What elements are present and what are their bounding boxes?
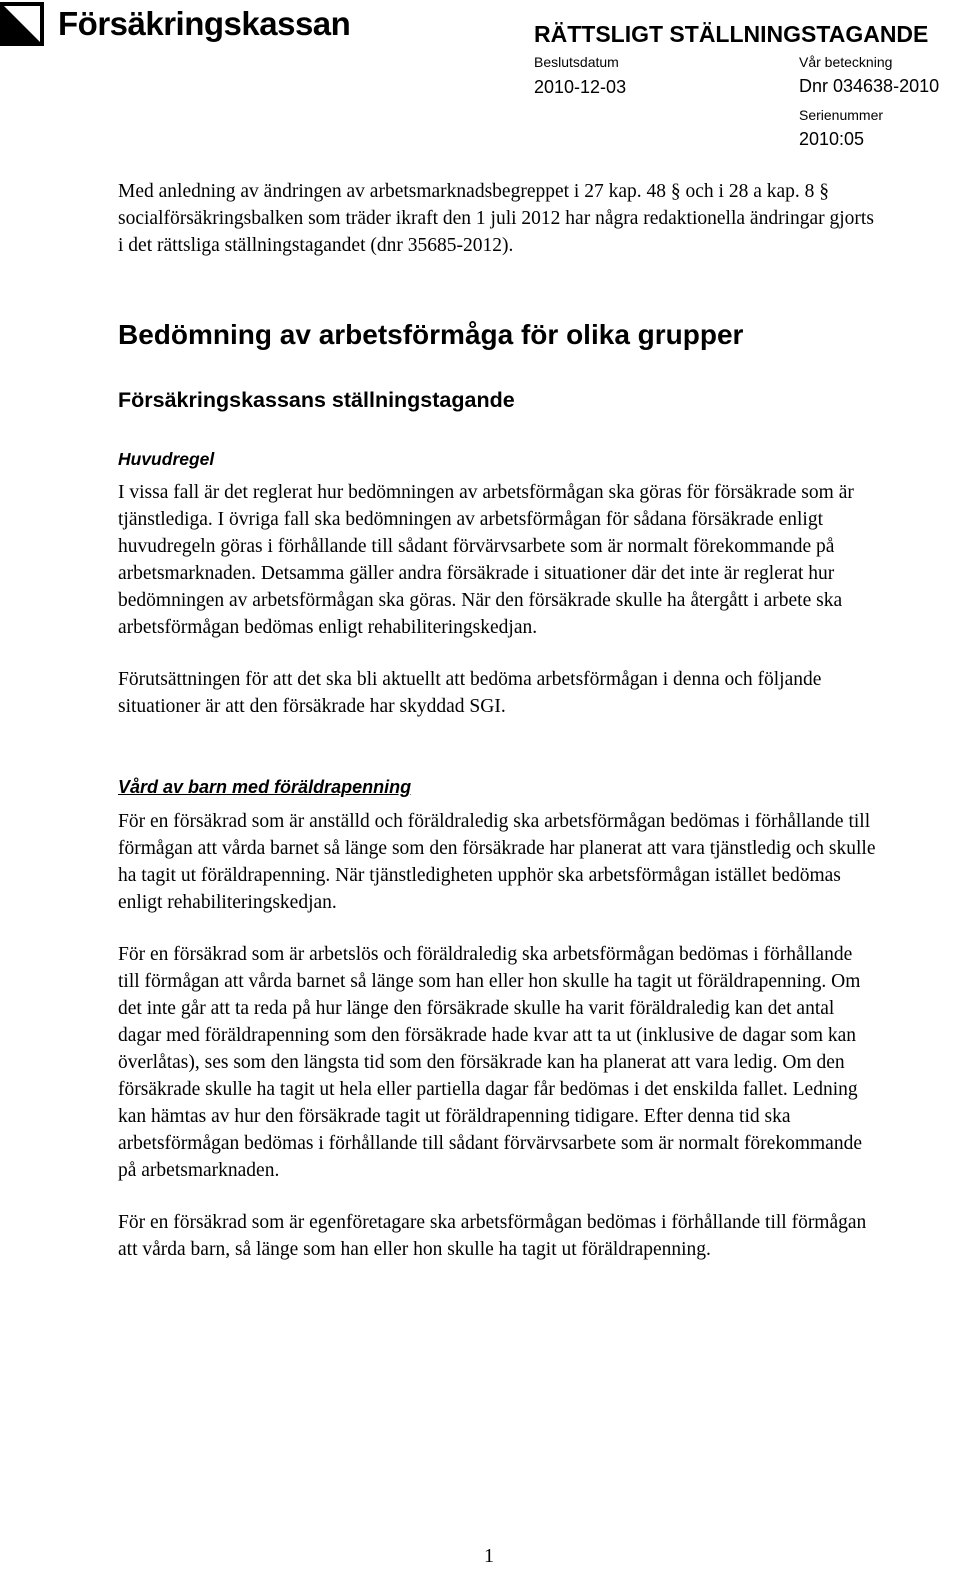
page-number: 1 xyxy=(484,1545,494,1567)
intro-paragraph: Med anledning av ändringen av arbetsmarknadsbegreppet i 27 kap. 48 § och i 28 a kap. 8 § socialförsäkringsbalken som träder ikraft den 1 juli 2012 har några redaktionella ändringar gjorts i det rättsliga ställningstagandet (dnr 35685-2012). xyxy=(118,181,874,256)
paragraph: Förutsättningen för att det ska bli aktuellt att bedöma arbetsförmågan i denna och följande situationer är att den försäkrade har skyddad SGI. xyxy=(118,669,822,717)
reference-label: Vår beteckning xyxy=(799,54,893,70)
org-name: Försäkringskassan xyxy=(58,5,351,42)
reference-number: Dnr 034638-2010 xyxy=(799,76,940,96)
document-subtitle: Försäkringskassans ställningstagande xyxy=(118,388,515,412)
document-body xyxy=(118,178,878,1263)
decision-date-label: Beslutsdatum xyxy=(534,54,619,70)
paragraph: För en försäkrad som är arbetslös och föräldraledig ska arbetsförmågan bedömas i förhållande till förmågan att vårda barnet så länge som han eller hon skulle ha tagit ut föräldrapenning. Om det inte går att ta reda på hur länge den försäkrade skulle ha varit föräldraledig kan det antal dagar med föräldrapenning som den försäkrade hade kvar att ta ut (inklusive de dagar som kan överlåtas), ses som den längsta tid som den försäkrade kan ha planerat att vara ledig. Om den försäkrade skulle ha tagit ut hela eller partiella dagar får bedömas i det enskilda fallet. Ledning kan hämtas av hur den försäkrade tagit ut föräldrapenning tidigare. Efter denna tid ska arbetsförmågan bedömas i förhållande till sådant förvärvsarbete som är normalt förekommande på arbetsmarknaden. xyxy=(118,944,862,1181)
document-type: RÄTTSLIGT STÄLLNINGSTAGANDE xyxy=(534,21,929,47)
serial-number: 2010:05 xyxy=(799,129,865,149)
section-heading-huvudregel: Huvudregel xyxy=(118,449,215,469)
paragraph: För en försäkrad som är anställd och föräldraledig ska arbetsförmågan bedömas i förhållande till förmågan att vårda barnet så länge som den försäkrade har planerat att vara tjänstledig och skulle ha tagit ut föräldrapenning. När tjänstledigheten upphör ska arbetsförmågan istället bedömas enligt rehabiliteringskedjan. xyxy=(118,811,876,913)
serial-label: Serienummer xyxy=(799,107,884,123)
logo-mark-icon xyxy=(0,2,44,46)
document-title: Bedömning av arbetsförmåga för olika grupper xyxy=(118,319,744,350)
decision-date: 2010-12-03 xyxy=(534,77,627,97)
org-logo xyxy=(0,0,360,48)
section-heading-vard-av-barn: Vård av barn med föräldrapenning xyxy=(118,777,412,797)
paragraph: För en försäkrad som är egenföretagare ska arbetsförmågan bedömas i förhållande till förmågan att vårda barn, så länge som han eller hon skulle ha tagit ut föräldrapenning. xyxy=(118,1212,867,1260)
paragraph: I vissa fall är det reglerat hur bedömningen av arbetsförmågan ska göras för försäkrade som är tjänstlediga. I övriga fall ska bedömningen av arbetsförmågan för sådana försäkrade enligt huvudregeln göras i förhållande till sådant förvärvsarbete som är normalt förekommande på arbetsmarknaden. Detsamma gäller andra försäkrade i situationer där det inte är reglerat hur bedömningen av arbetsförmågan ska göras. När den försäkrade skulle ha återgått i arbete ska arbetsförmågan bedömas enligt rehabiliteringskedjan. xyxy=(118,482,854,638)
